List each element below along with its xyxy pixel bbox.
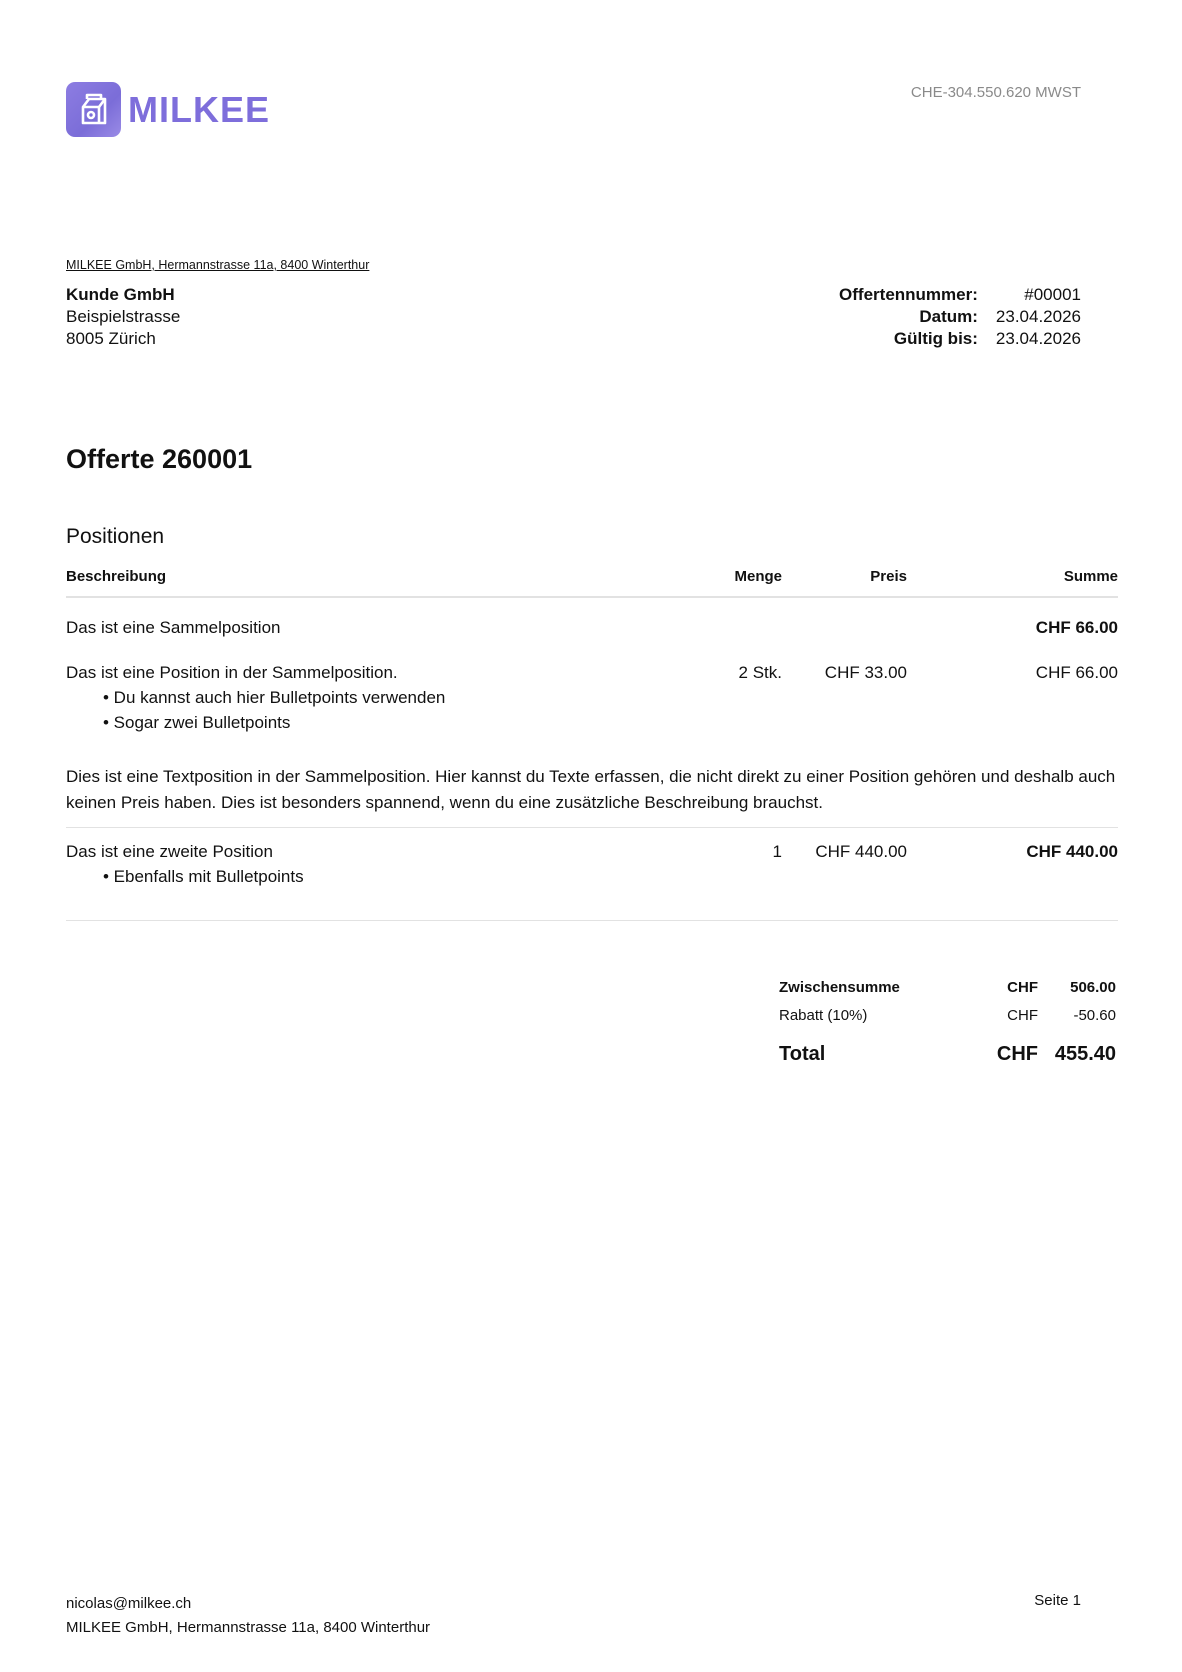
bullet-point: • Sogar zwei Bulletpoints xyxy=(103,713,291,732)
discount-value: -50.60 xyxy=(1073,1007,1116,1024)
discount-currency: CHF xyxy=(1007,1007,1038,1024)
subtotal-row xyxy=(779,975,1116,1003)
column-header-price: Preis xyxy=(870,568,907,585)
text-position: Dies ist eine Textposition in der Sammelposition. Hier kannst du Texte erfassen, die nicht direkt zu einer Position gehören und deshalb auch keinen Preis haben. Dies ist besonders spannend, wenn du eine zusätzliche Beschreibung brauchst. xyxy=(66,767,1116,812)
footer-email: nicolas@milkee.ch xyxy=(66,1595,192,1612)
item-description: Das ist eine zweite Position xyxy=(66,842,273,861)
group-description: Das ist eine Sammelposition xyxy=(66,618,281,637)
table-row-group xyxy=(66,616,1118,640)
valid-until-label: Gültig bis: xyxy=(893,329,978,348)
total-row xyxy=(779,1039,1116,1079)
recipient-street: Beispielstrasse xyxy=(66,307,181,326)
subtotal-value: 506.00 xyxy=(1070,979,1116,996)
column-header-quantity: Menge xyxy=(734,568,782,585)
footer-address: MILKEE GmbH, Hermannstrasse 11a, 8400 Winterthur xyxy=(66,1619,431,1636)
item-price: CHF 33.00 xyxy=(824,663,907,682)
section-title: Positionen xyxy=(66,525,165,548)
column-header-sum: Summe xyxy=(1063,568,1118,585)
group-sum: CHF 66.00 xyxy=(1035,618,1118,637)
item-sum: CHF 440.00 xyxy=(1026,842,1118,861)
offer-meta xyxy=(839,284,1081,350)
total-label: Total xyxy=(779,1043,826,1065)
logo-badge xyxy=(66,82,121,137)
milk-carton-icon xyxy=(75,91,113,129)
logo-wordmark: MILKEE xyxy=(128,89,271,130)
page-title: Offerte 260001 xyxy=(66,444,253,474)
recipient-address xyxy=(66,284,180,350)
date-value: 23.04.2026 xyxy=(995,307,1081,326)
table-row xyxy=(66,840,1118,864)
offer-number-label: Offertennummer: xyxy=(839,285,978,304)
totals-block xyxy=(779,975,1116,1079)
item-quantity: 1 xyxy=(772,842,782,861)
item-bullet-list xyxy=(66,864,1118,889)
valid-until-value: 23.04.2026 xyxy=(995,329,1081,348)
item-price: CHF 440.00 xyxy=(815,842,907,861)
recipient-name: Kunde GmbH xyxy=(66,285,175,304)
vat-number: CHE-304.550.620 MWST xyxy=(910,84,1081,101)
footer-contact xyxy=(66,1592,430,1640)
column-header-description: Beschreibung xyxy=(66,568,167,585)
item-bullet-list xyxy=(66,685,1118,735)
discount-row xyxy=(779,1003,1116,1031)
table-bottom-divider xyxy=(66,920,1118,921)
table-header-row xyxy=(66,560,1118,598)
item-sum: CHF 66.00 xyxy=(1035,663,1118,682)
subtotal-label: Zwischensumme xyxy=(779,979,900,996)
recipient-city: 8005 Zürich xyxy=(66,329,156,348)
sender-address-line: MILKEE GmbH, Hermannstrasse 11a, 8400 Winterthur xyxy=(66,258,370,272)
bullet-point: • Ebenfalls mit Bulletpoints xyxy=(103,867,304,886)
row-divider xyxy=(66,827,1118,828)
offer-number-value: #00001 xyxy=(1024,285,1081,304)
item-description: Das ist eine Position in der Sammelposition. xyxy=(66,663,398,682)
subtotal-currency: CHF xyxy=(1007,979,1038,996)
total-currency: CHF xyxy=(996,1043,1038,1065)
total-value: 455.40 xyxy=(1054,1043,1116,1065)
bullet-point: • Du kannst auch hier Bulletpoints verwenden xyxy=(103,688,446,707)
item-quantity: 2 Stk. xyxy=(738,663,782,682)
positions-table xyxy=(66,560,1118,921)
date-label: Datum: xyxy=(919,307,978,326)
table-row xyxy=(66,661,1118,685)
page-number: Seite 1 xyxy=(1034,1592,1081,1609)
discount-label: Rabatt (10%) xyxy=(779,1007,868,1024)
